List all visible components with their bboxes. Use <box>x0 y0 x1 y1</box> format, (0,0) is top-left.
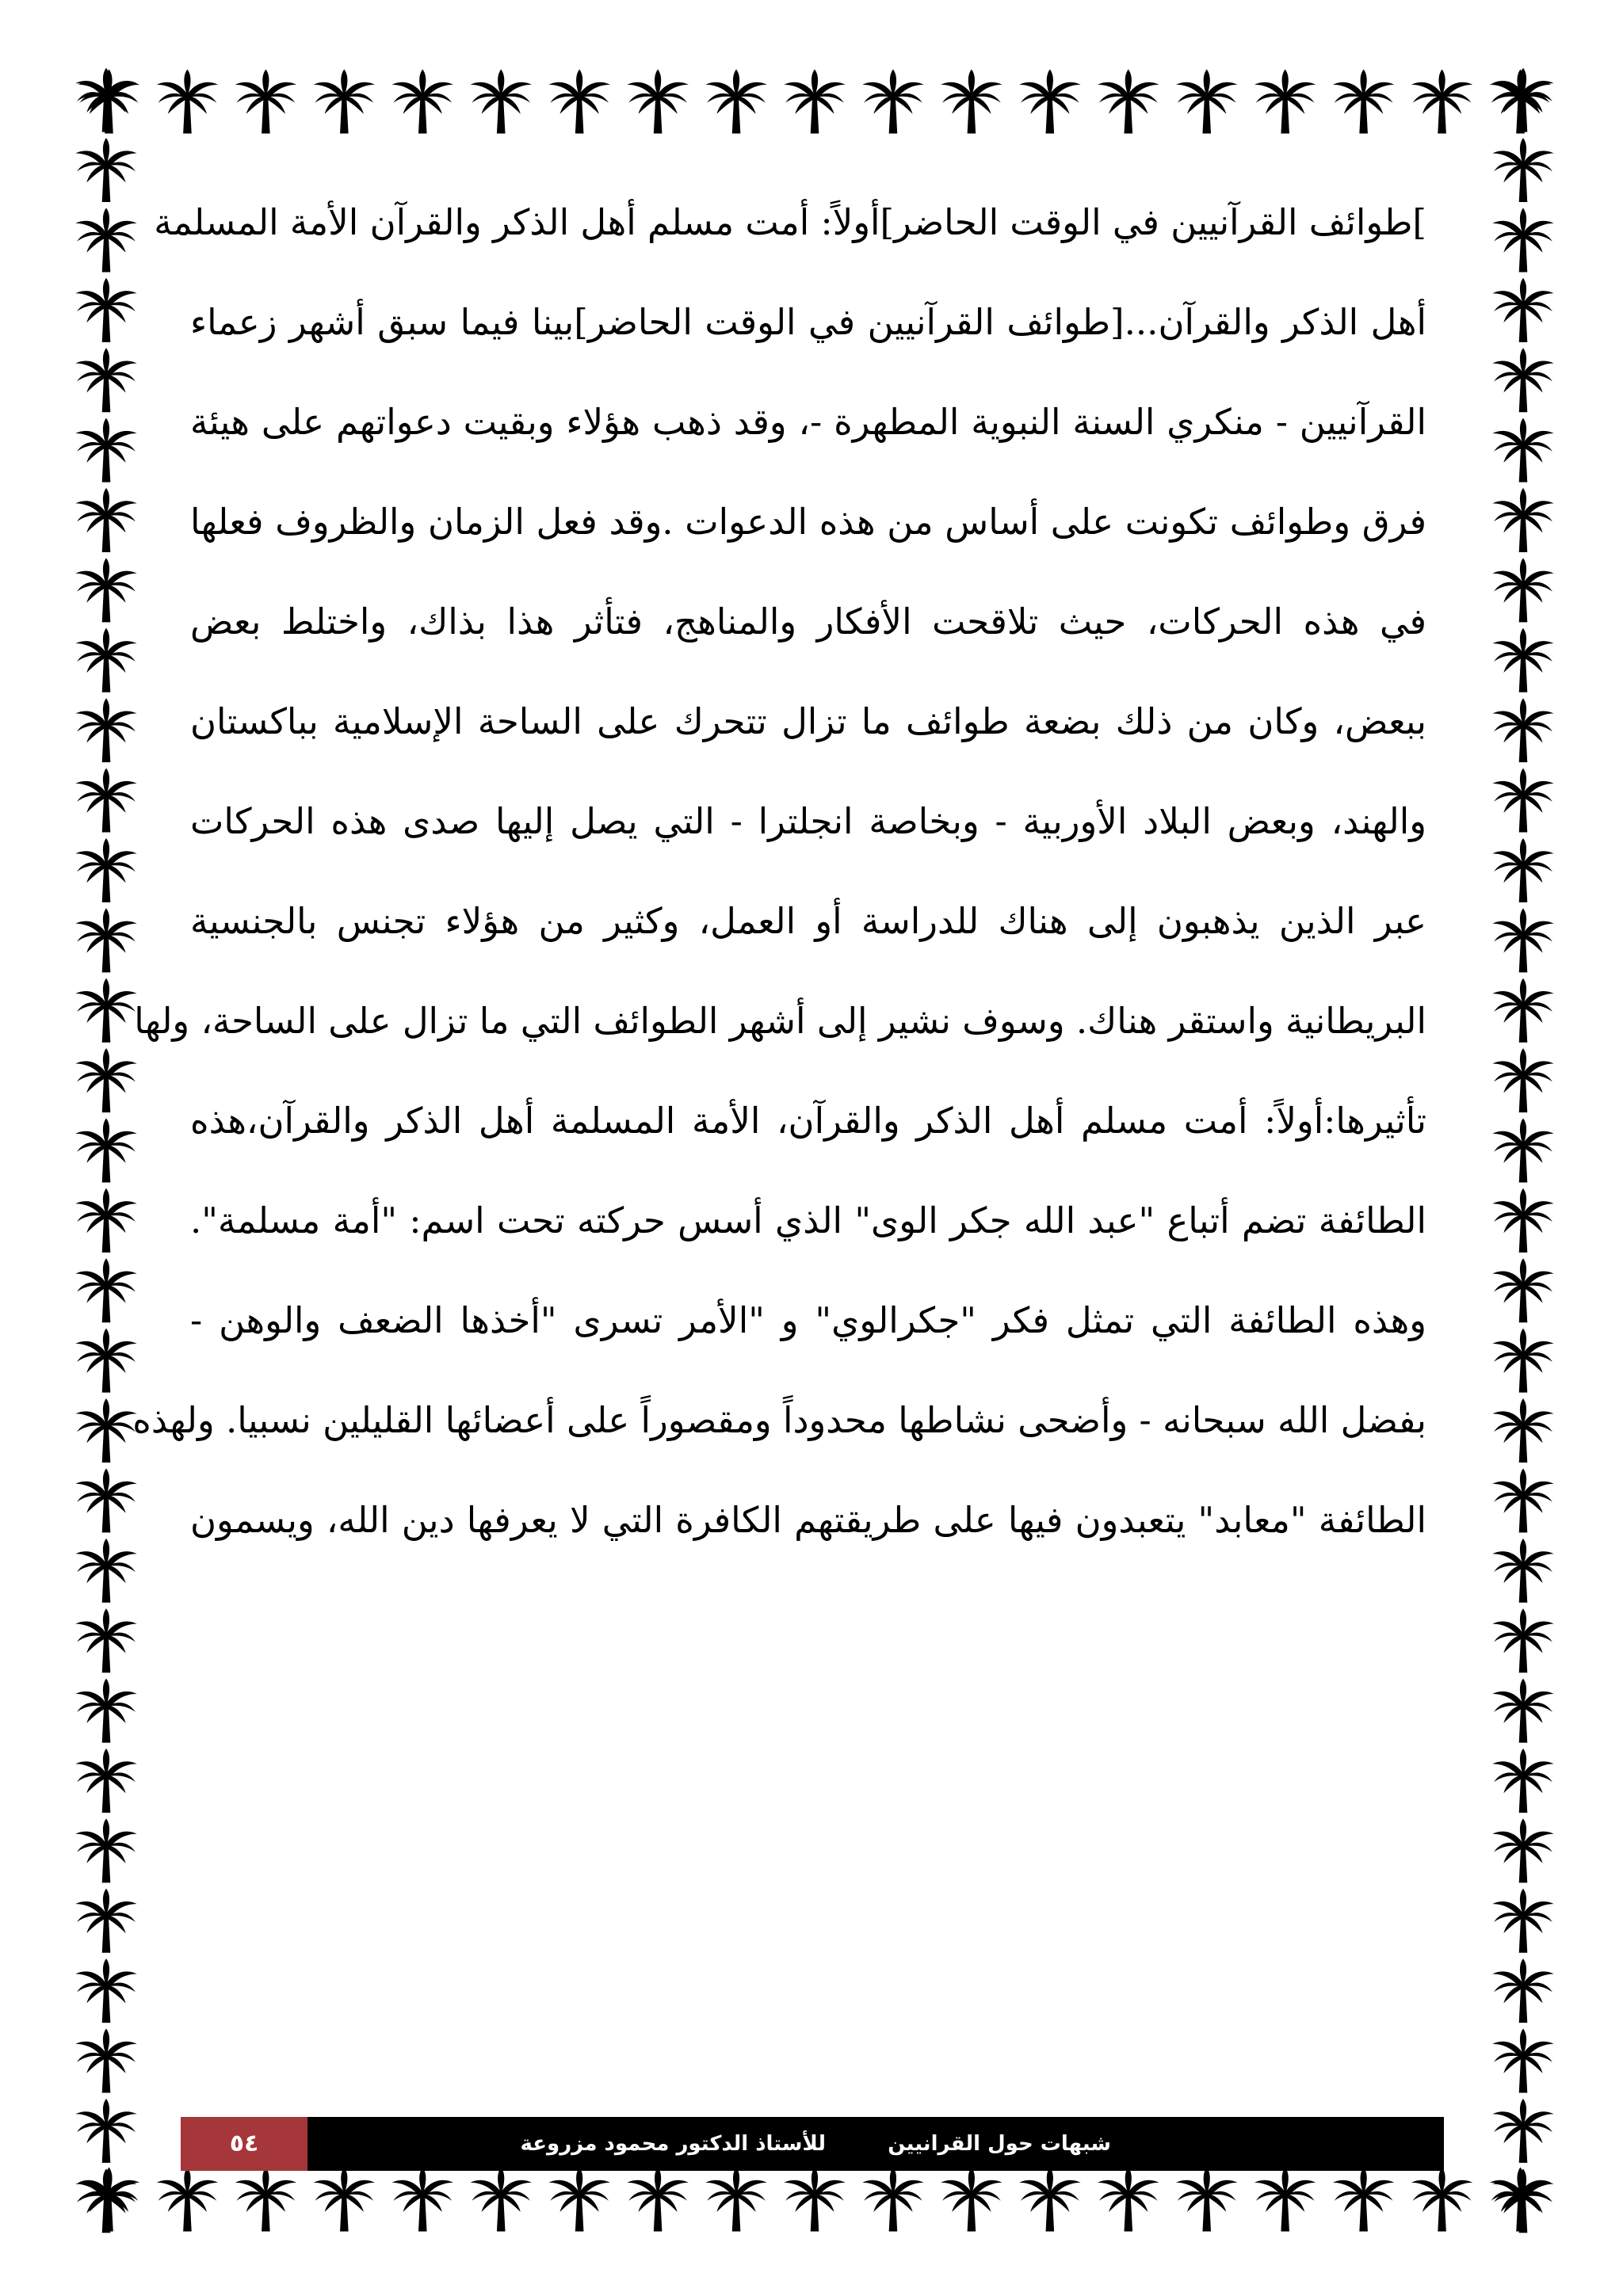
palm-tree-icon <box>1492 68 1553 132</box>
palm-tree-icon <box>1492 1398 1553 1463</box>
palm-tree-icon <box>1333 2168 1394 2232</box>
palm-tree-icon <box>75 1468 136 1532</box>
palm-tree-icon <box>1176 2168 1237 2232</box>
text-line: عبر الذين يذهبون إلى هناك للدراسة أو العمل، وكثير من هؤلاء تجنس بالجنسية <box>190 900 1426 942</box>
text-line: الطائفة تضم أتباع "عبد الله جكر الوى" الذي أسس حركته تحت اسم: "أمة مسلمة". <box>190 1199 1426 1241</box>
top-palm-border <box>70 65 1560 138</box>
palm-tree-icon <box>75 1329 136 1393</box>
right-palm-border <box>1487 65 1560 2236</box>
text-line: ]طوائف القرآنيين في الوقت الحاضر]أولاً: أمت مسلم أهل الذكر والقرآن الأمة المسلمة <box>154 201 1426 243</box>
palm-tree-icon <box>1019 70 1080 134</box>
palm-tree-icon <box>1492 138 1553 202</box>
palm-tree-icon <box>1492 278 1553 342</box>
palm-tree-icon <box>784 70 845 134</box>
palm-tree-icon <box>1492 1608 1553 1672</box>
palm-tree-icon <box>75 698 136 762</box>
palm-tree-icon <box>1492 2029 1553 2093</box>
page-number: ٥٤ <box>181 2117 307 2171</box>
palm-tree-icon <box>1492 208 1553 272</box>
palm-tree-icon <box>1333 70 1394 134</box>
palm-tree-icon <box>235 70 296 134</box>
text-line: والهند، وبعض البلاد الأوربية - وبخاصة انجلترا - التي يصل إليها صدى هذه الحركات <box>190 800 1426 842</box>
palm-tree-icon <box>1492 1749 1553 1813</box>
palm-tree-icon <box>75 628 136 692</box>
palm-tree-icon <box>862 70 923 134</box>
palm-tree-icon <box>75 558 136 622</box>
palm-tree-icon <box>392 70 453 134</box>
palm-tree-icon <box>1492 1889 1553 1953</box>
palm-tree-icon <box>1492 1258 1553 1322</box>
palm-tree-icon <box>941 70 1002 134</box>
text-line: البريطانية واستقر هناك. وسوف نشير إلى أشهر الطوائف التي ما تزال على الساحة، ولها <box>134 1000 1426 1042</box>
palm-tree-icon <box>1492 769 1553 833</box>
palm-tree-icon <box>75 838 136 902</box>
palm-tree-icon <box>705 2168 766 2232</box>
palm-tree-icon <box>1492 418 1553 482</box>
palm-tree-icon <box>627 70 688 134</box>
footer-bar <box>181 2117 1444 2171</box>
text-line: في هذه الحركات، حيث تلاقحت الأفكار والمناهج، فتأثر هذا بذاك، واختلط بعض <box>190 601 1426 643</box>
palm-tree-icon <box>1492 1679 1553 1743</box>
text-line: القرآنيين - منكري السنة النبوية المطهرة -، وقد ذهب هؤلاء وبقيت دعواتهم على هيئة <box>190 401 1426 443</box>
palm-tree-icon <box>75 138 136 202</box>
palm-tree-icon <box>75 348 136 412</box>
palm-tree-icon <box>1492 1188 1553 1253</box>
palm-tree-icon <box>1492 1818 1553 1882</box>
palm-tree-icon <box>392 2168 453 2232</box>
palm-tree-icon <box>75 978 136 1043</box>
palm-tree-icon <box>75 1749 136 1813</box>
palm-tree-icon <box>1492 698 1553 762</box>
palm-tree-icon <box>1492 348 1553 412</box>
palm-tree-icon <box>75 488 136 552</box>
palm-tree-icon <box>1492 978 1553 1043</box>
palm-tree-icon <box>1492 838 1553 902</box>
palm-tree-icon <box>75 1258 136 1322</box>
body-text <box>132 173 1426 1570</box>
text-line: وهذه الطائفة التي تمثل فكر "جكرالوي" و "الأمر تسرى "أخذها الضعف والوهن - <box>190 1299 1426 1341</box>
palm-tree-icon <box>548 70 609 134</box>
palm-tree-icon <box>1492 1539 1553 1603</box>
palm-tree-icon <box>157 2168 218 2232</box>
palm-tree-icon <box>1492 488 1553 552</box>
palm-tree-icon <box>75 1679 136 1743</box>
palm-tree-icon <box>1098 2168 1159 2232</box>
palm-tree-icon <box>1492 908 1553 972</box>
palm-tree-icon <box>314 70 375 134</box>
palm-tree-icon <box>75 418 136 482</box>
palm-tree-icon <box>1254 2168 1316 2232</box>
palm-tree-icon <box>75 1889 136 1953</box>
footer-author: للأستاذ الدكتور محمود مزروعة <box>520 2132 826 2156</box>
palm-tree-icon <box>1411 2168 1472 2232</box>
palm-tree-icon <box>75 1398 136 1463</box>
palm-tree-icon <box>1098 70 1159 134</box>
palm-tree-icon <box>1492 1048 1553 1112</box>
palm-tree-icon <box>75 1608 136 1672</box>
palm-tree-icon <box>75 1119 136 1183</box>
palm-tree-icon <box>1176 70 1237 134</box>
text-line: أهل الذكر والقرآن...[طوائف القرآنيين في الوقت الحاضر]بينا فيما سبق أشهر زعماء <box>190 301 1426 343</box>
palm-tree-icon <box>75 2168 136 2233</box>
palm-tree-icon <box>1492 558 1553 622</box>
palm-tree-icon <box>75 769 136 833</box>
palm-tree-icon <box>157 70 218 134</box>
text-line: بفضل الله سبحانه - وأضحى نشاطها محدوداً ومقصوراً على أعضائها القليلين نسبيا. ولهذه <box>132 1399 1426 1441</box>
palm-tree-icon <box>941 2168 1002 2232</box>
palm-tree-icon <box>75 278 136 342</box>
palm-tree-icon <box>1492 628 1553 692</box>
bottom-palm-border <box>70 2163 1560 2236</box>
palm-tree-icon <box>1492 1958 1553 2023</box>
palm-tree-icon <box>1492 1119 1553 1183</box>
text-line: فرق وطوائف تكونت على أساس من هذه الدعوات .وقد فعل الزمان والظروف فعلها <box>190 501 1426 543</box>
palm-tree-icon <box>705 70 766 134</box>
palm-tree-icon <box>862 2168 923 2232</box>
palm-tree-icon <box>1492 1468 1553 1532</box>
palm-tree-icon <box>470 70 531 134</box>
palm-tree-icon <box>1019 2168 1080 2232</box>
palm-tree-icon <box>548 2168 609 2232</box>
left-palm-border <box>70 65 143 2236</box>
palm-tree-icon <box>75 1958 136 2023</box>
palm-tree-icon <box>784 2168 845 2232</box>
palm-tree-icon <box>75 908 136 972</box>
footer-book-title: شبهات حول القرانيين <box>888 2132 1111 2156</box>
palm-tree-icon <box>1492 2168 1553 2233</box>
palm-tree-icon <box>75 2099 136 2163</box>
palm-tree-icon <box>75 2029 136 2093</box>
palm-tree-icon <box>235 2168 296 2232</box>
palm-tree-icon <box>470 2168 531 2232</box>
palm-tree-icon <box>75 1048 136 1112</box>
palm-tree-icon <box>75 208 136 272</box>
palm-tree-icon <box>75 1818 136 1882</box>
text-line: تأثيرها:أولاً: أمت مسلم أهل الذكر والقرآن، الأمة المسلمة أهل الذكر والقرآن،هذه <box>190 1100 1426 1142</box>
palm-tree-icon <box>1492 1329 1553 1393</box>
palm-tree-icon <box>75 68 136 132</box>
palm-tree-icon <box>1411 70 1472 134</box>
palm-tree-icon <box>1492 2099 1553 2163</box>
palm-tree-icon <box>1254 70 1316 134</box>
palm-tree-icon <box>75 1539 136 1603</box>
palm-tree-icon <box>314 2168 375 2232</box>
text-line: ببعض، وكان من ذلك بضعة طوائف ما تزال تتحرك على الساحة الإسلامية بباكستان <box>190 700 1426 742</box>
palm-tree-icon <box>75 1188 136 1253</box>
text-line: الطائفة "معابد" يتعبدون فيها على طريقتهم الكافرة التي لا يعرفها دين الله، ويسمون <box>190 1499 1426 1541</box>
palm-tree-icon <box>627 2168 688 2232</box>
